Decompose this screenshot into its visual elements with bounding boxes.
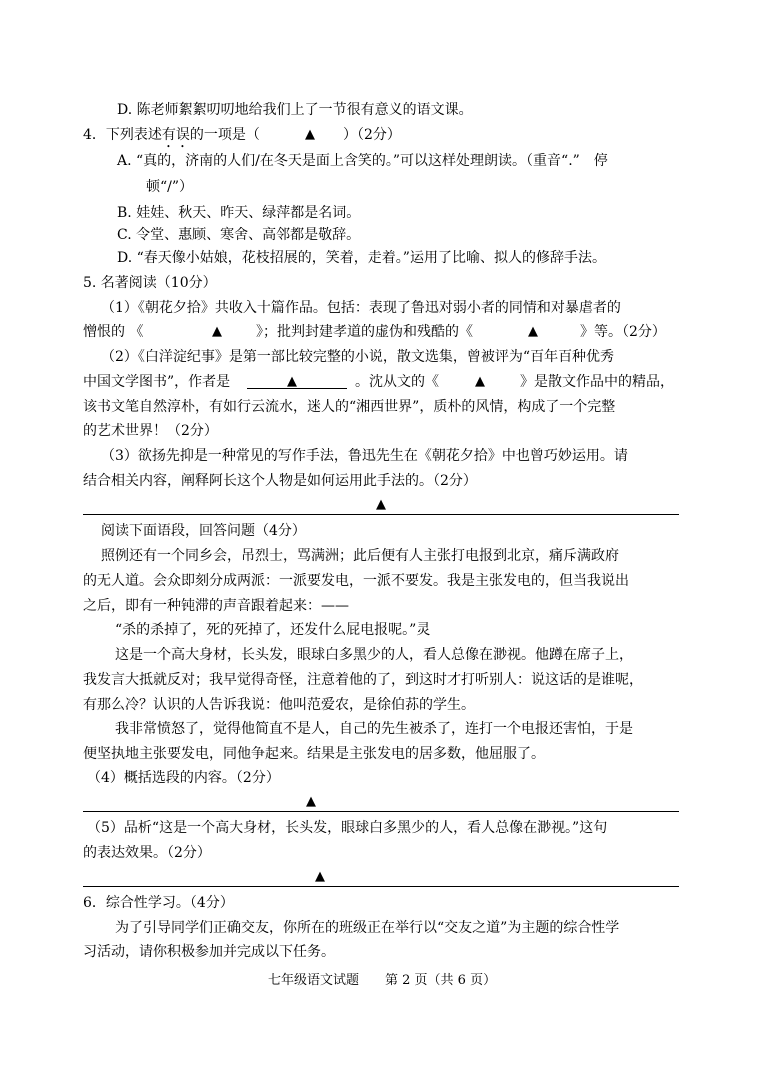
q5-p2-triangle-2: ▲	[475, 374, 485, 389]
q4-stem	[83, 125, 260, 151]
q5-p1-l2a: 憎恨的 《	[83, 324, 144, 340]
footer-page-number: 第 2 页（共 6 页）	[385, 973, 497, 988]
q5-p1-line1: （1）《朝花夕拾》共收入十篇作品。包括：表现了鲁迅对弱小者的同情和对暴虐者的	[101, 300, 621, 316]
q5-p2-l2b: 。沈从文的《	[355, 374, 439, 390]
q5-author-blank[interactable]	[247, 388, 347, 389]
reading-line-2: 的无人道。会众即刻分成两派：一派要发电，一派不要发。我是主张发电的，但当我说出	[83, 573, 629, 589]
reading-line-6: 我发言大抵就反对；我早觉得奇怪，注意着他的了，到这时才打听别人：说这话的是谁呢，	[83, 672, 643, 688]
q4-stem-c: ）（2分）	[343, 127, 401, 143]
reading-line-5: 这是一个高大身材，长头发，眼球白多黑少的人，看人总像在渺视。他蹲在席子上，	[115, 647, 633, 663]
q4-stem-emphasis: 有误	[161, 127, 190, 143]
q6-line1: 为了引导同学们正确交友，你所在的班级正在举行以“交友之道”为主题的综合性学	[115, 920, 620, 936]
q4-answer-triangle: ▲	[305, 127, 315, 142]
reading-line-9: 便坚执地主张要发电，同他争起来。结果是主张发电的居多数，他屈服了。	[83, 746, 545, 762]
q4-option-a-line2: 顿“/”）	[146, 179, 194, 195]
q5-p3-answer-triangle: ▲	[376, 497, 386, 512]
q3-option-d: D. 陈老师絮絮叨叨地给我们上了一节很有意义的语文课。	[117, 102, 473, 118]
q4-option-a-line1: A. “真的，济南的人们/在冬天是面上含笑的。”可以这样处理朗读。（重音“.” 停	[117, 153, 608, 169]
reading-intro: 阅读下面语段，回答问题（4分）	[101, 523, 306, 539]
q4-stem-b: 的一项是（	[189, 127, 260, 143]
q5-p1-triangle-2: ▲	[528, 324, 538, 339]
reading-line-3: 之后，即有一种钝滞的声音跟着起来：——	[83, 598, 349, 614]
q5-p2-line4: 的艺术世界！（2分）	[83, 423, 218, 439]
q5-p3-line2: 结合相关内容，阐释阿长这个人物是如何运用此手法的。（2分）	[83, 473, 477, 489]
reading-q5-answer-line[interactable]	[83, 886, 679, 887]
q4-option-c: C. 令堂、惠顾、寒舍、高邻都是敬辞。	[117, 227, 361, 243]
q5-p2-l2c: 》是散文作品中的精品，	[520, 374, 674, 390]
reading-line-4: “杀的杀掉了，死的死掉了，还发什么屁电报呢。”灵	[115, 622, 431, 638]
q6-line2: 习活动，请你积极参加并完成以下任务。	[83, 944, 335, 960]
reading-line-8: 我非常愤怒了，觉得他简直不是人，自己的先生被杀了，连打一个电报还害怕，于是	[115, 721, 633, 737]
q5-title: 5. 名著阅读（10分）	[83, 275, 217, 291]
q5-p1-l2b: 》；批判封建孝道的虚伪和残酷的《	[256, 324, 473, 340]
q5-p1-l2c: 》等。（2分）	[580, 324, 666, 340]
q5-p2-l2a: 中国文学图书”，作者是	[83, 374, 231, 390]
q5-p2-line3: 该书文笔自然淳朴，有如行云流水，迷人的“湘西世界”，质朴的风情，构成了一个完整	[83, 399, 616, 415]
reading-q4: （4）概括选段的内容。（2分）	[87, 770, 280, 786]
reading-line-7: 有那么冷？认识的人告诉我说：他叫范爱农，是徐伯荪的学生。	[83, 697, 475, 713]
reading-q5-line1: （5）品析“这是一个高大身材，长头发，眼球白多黑少的人，看人总像在渺视。”这句	[87, 820, 608, 836]
reading-q5-line2: 的表达效果。（2分）	[83, 845, 211, 861]
reading-q4-answer-line[interactable]	[83, 811, 679, 812]
reading-q4-triangle: ▲	[306, 794, 316, 809]
q5-p2-line1: （2）《白洋淀纪事》是第一部比较完整的小说，散文选集，曾被评为“百年百种优秀	[101, 349, 615, 365]
q4-option-b: B. 娃娃、秋天、昨天、绿萍都是名词。	[117, 205, 361, 221]
q5-p3-line1: （3）欲扬先抑是一种常见的写作手法，鲁迅先生在《朝花夕拾》中也曾巧妙运用。请	[101, 448, 628, 464]
reading-q5-triangle: ▲	[315, 869, 325, 884]
q4-option-d: D. “春天像小姑娘，花枝招展的，笑着，走着。”运用了比喻、拟人的修辞手法。	[117, 250, 606, 266]
q6-title: 6．综合性学习。（4分）	[83, 895, 234, 911]
footer-subject: 七年级语文试题	[268, 973, 360, 988]
q5-p1-triangle-1: ▲	[212, 324, 222, 339]
reading-line-1: 照例还有一个同乡会，吊烈士，骂满洲；此后便有人主张打电报到北京，痛斥满政府	[101, 548, 619, 564]
q4-stem-a: 4．下列表述	[83, 127, 162, 143]
q5-p2-triangle-1: ▲	[287, 374, 297, 389]
q5-p3-answer-line[interactable]	[83, 514, 679, 515]
